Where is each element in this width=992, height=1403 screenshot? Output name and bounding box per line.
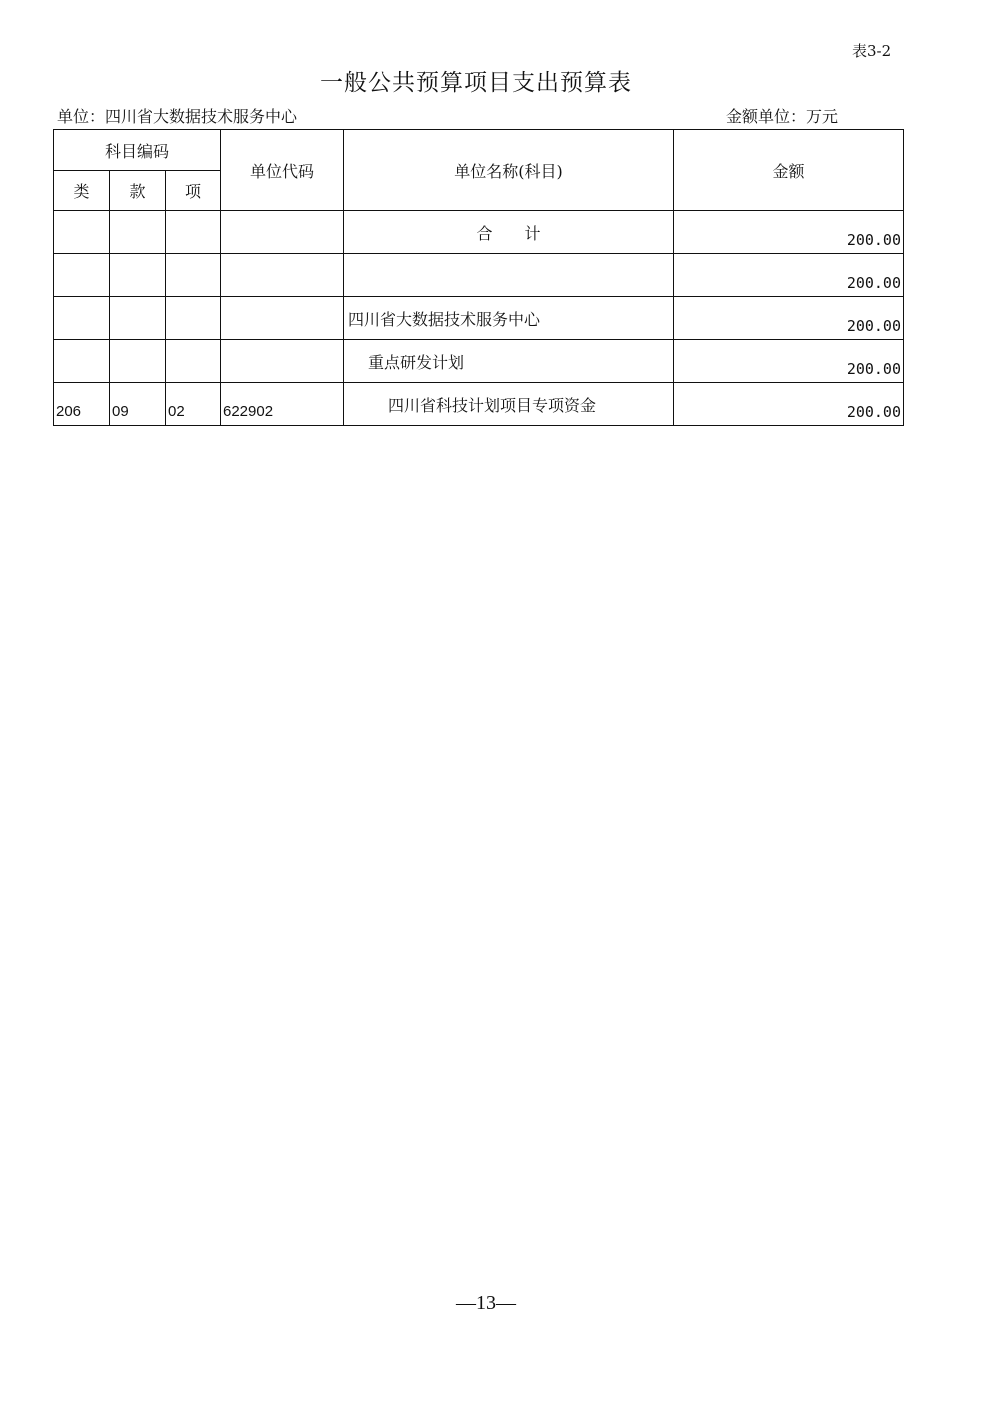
table-row bbox=[54, 383, 904, 426]
header-unit-name: 单位名称(科目) bbox=[344, 130, 674, 211]
cell-amount: 200.00 bbox=[674, 297, 904, 340]
unit-label: 单位：四川省大数据技术服务中心 bbox=[57, 107, 298, 126]
cell-lei bbox=[54, 254, 110, 297]
cell-amount: 200.00 bbox=[674, 340, 904, 383]
cell-kuan bbox=[110, 211, 166, 254]
cell-lei: 206 bbox=[54, 383, 110, 426]
page-number: —13— bbox=[456, 1292, 516, 1314]
cell-unit-name: 四川省大数据技术服务中心 bbox=[344, 297, 674, 340]
cell-unit-name: 重点研发计划 bbox=[344, 340, 674, 383]
cell-xiang bbox=[166, 297, 221, 340]
cell-kuan: 09 bbox=[110, 383, 166, 426]
cell-xiang bbox=[166, 340, 221, 383]
header-subject-code: 科目编码 bbox=[54, 130, 221, 171]
cell-kuan bbox=[110, 297, 166, 340]
page-title: 一般公共预算项目支出预算表 bbox=[320, 70, 632, 96]
table-row-total bbox=[54, 211, 904, 254]
cell-unit-code bbox=[221, 254, 344, 297]
cell-lei bbox=[54, 297, 110, 340]
header-unit-code: 单位代码 bbox=[221, 130, 344, 211]
cell-xiang bbox=[166, 254, 221, 297]
cell-lei bbox=[54, 340, 110, 383]
header-amount: 金额 bbox=[674, 130, 904, 211]
cell-xiang: 02 bbox=[166, 383, 221, 426]
header-kuan: 款 bbox=[110, 171, 166, 211]
cell-unit-name: 合 计 bbox=[344, 211, 674, 254]
table-row bbox=[54, 340, 904, 383]
amount-unit-label: 金额单位：万元 bbox=[726, 107, 839, 126]
table-number: 表3-2 bbox=[852, 42, 892, 60]
cell-amount: 200.00 bbox=[674, 254, 904, 297]
cell-unit-name: 四川省科技计划项目专项资金 bbox=[344, 383, 674, 426]
header-xiang: 项 bbox=[166, 171, 221, 211]
table-row bbox=[54, 254, 904, 297]
cell-unit-code bbox=[221, 211, 344, 254]
cell-xiang bbox=[166, 211, 221, 254]
cell-kuan bbox=[110, 340, 166, 383]
table-row bbox=[54, 297, 904, 340]
budget-table bbox=[53, 129, 904, 426]
cell-amount: 200.00 bbox=[674, 383, 904, 426]
cell-lei bbox=[54, 211, 110, 254]
cell-unit-name bbox=[344, 254, 674, 297]
cell-unit-code bbox=[221, 340, 344, 383]
cell-kuan bbox=[110, 254, 166, 297]
cell-amount: 200.00 bbox=[674, 211, 904, 254]
header-lei: 类 bbox=[54, 171, 110, 211]
cell-unit-code: 622902 bbox=[221, 383, 344, 426]
cell-unit-code bbox=[221, 297, 344, 340]
header-row-1 bbox=[54, 130, 904, 171]
